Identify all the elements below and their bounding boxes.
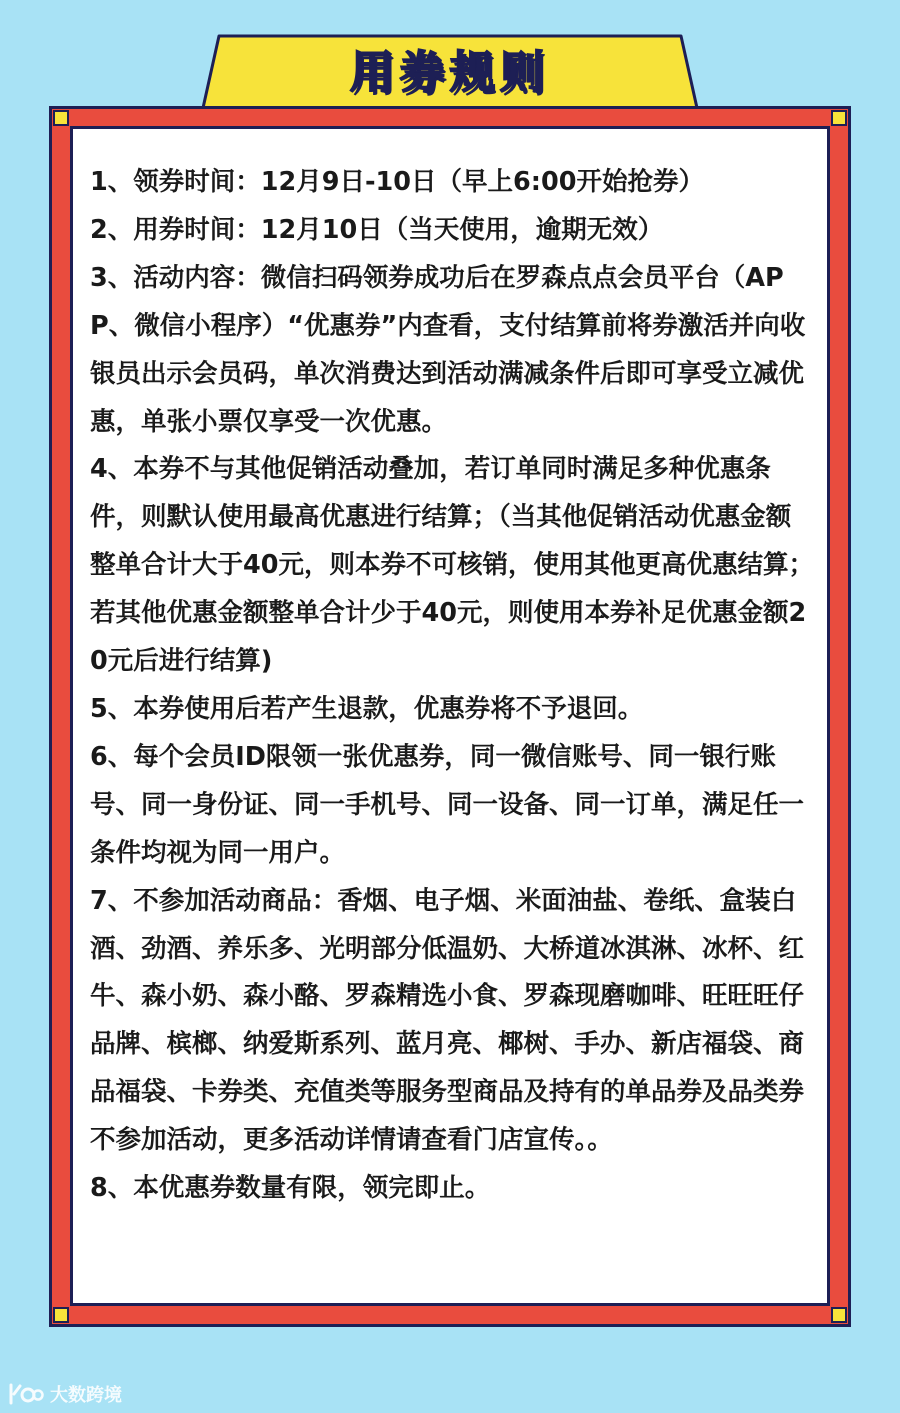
corner-ornament-top-right (831, 110, 847, 126)
rule-6: 6、每个会员ID限领一张优惠券，同一微信账号、同一银行账号、同一身份证、同一手机号、同一设备、同一订单，满足任一条件均视为同一用户。 (90, 741, 805, 868)
watermark-text: 大数跨境 (50, 1385, 122, 1406)
rule-3: 3、活动内容：微信扫码领券成功后在罗森点点会员平台（APP、微信小程序）“优惠券”内查看，支付结算前将券激活并向收银员出示会员码，单次消费达到活动满减条件后即可享受立减优惠，单张小票仅享受一次优惠。 (90, 262, 806, 437)
rule-4: 4、本券不与其他促销活动叠加，若订单同时满足多种优惠条件，则默认使用最高优惠进行结算；（当其他促销活动优惠金额整单合计大于40元，则本券不可核销，使用其他更高优惠结算；若其他优惠金额整单合计少于40元，则使用本券补足优惠金额20元后进行结算) (90, 454, 814, 677)
rule-2: 2、用券时间：12月10日（当天使用，逾期无效） (90, 214, 664, 245)
corner-ornament-bottom-right (831, 1307, 847, 1323)
page-title: 用券规则 (350, 47, 550, 98)
rule-1: 1、领券时间：12月9日-10日（早上6:00开始抢券） (90, 167, 704, 197)
rule-8: 8、本优惠券数量有限，领完即止。 (90, 1173, 491, 1204)
corner-ornament-bottom-left (53, 1307, 69, 1323)
watermark-logo-icon (6, 1380, 44, 1408)
rules-list (90, 159, 816, 1213)
rule-5: 5、本券使用后若产生退款，优惠券将不予退回。 (90, 693, 644, 724)
corner-ornament-top-left (53, 110, 69, 126)
rule-7: 7、不参加活动商品：香烟、电子烟、米面油盐、卷纸、盒装白酒、劲酒、养乐多、光明部分低温奶、大桥道冰淇淋、冰杯、红牛、森小奶、森小酪、罗森精选小食、罗森现磨咖啡、旺旺旺仔品牌、槟榔、纳爱斯系列、蓝月亮、椰树、手办、新店福袋、商品福袋、卡券类、充值类等服务型商品及持有的单品券及品类券不参加活动，更多活动详情请查看门店宣传。。 (90, 885, 805, 1156)
watermark (6, 1380, 122, 1408)
